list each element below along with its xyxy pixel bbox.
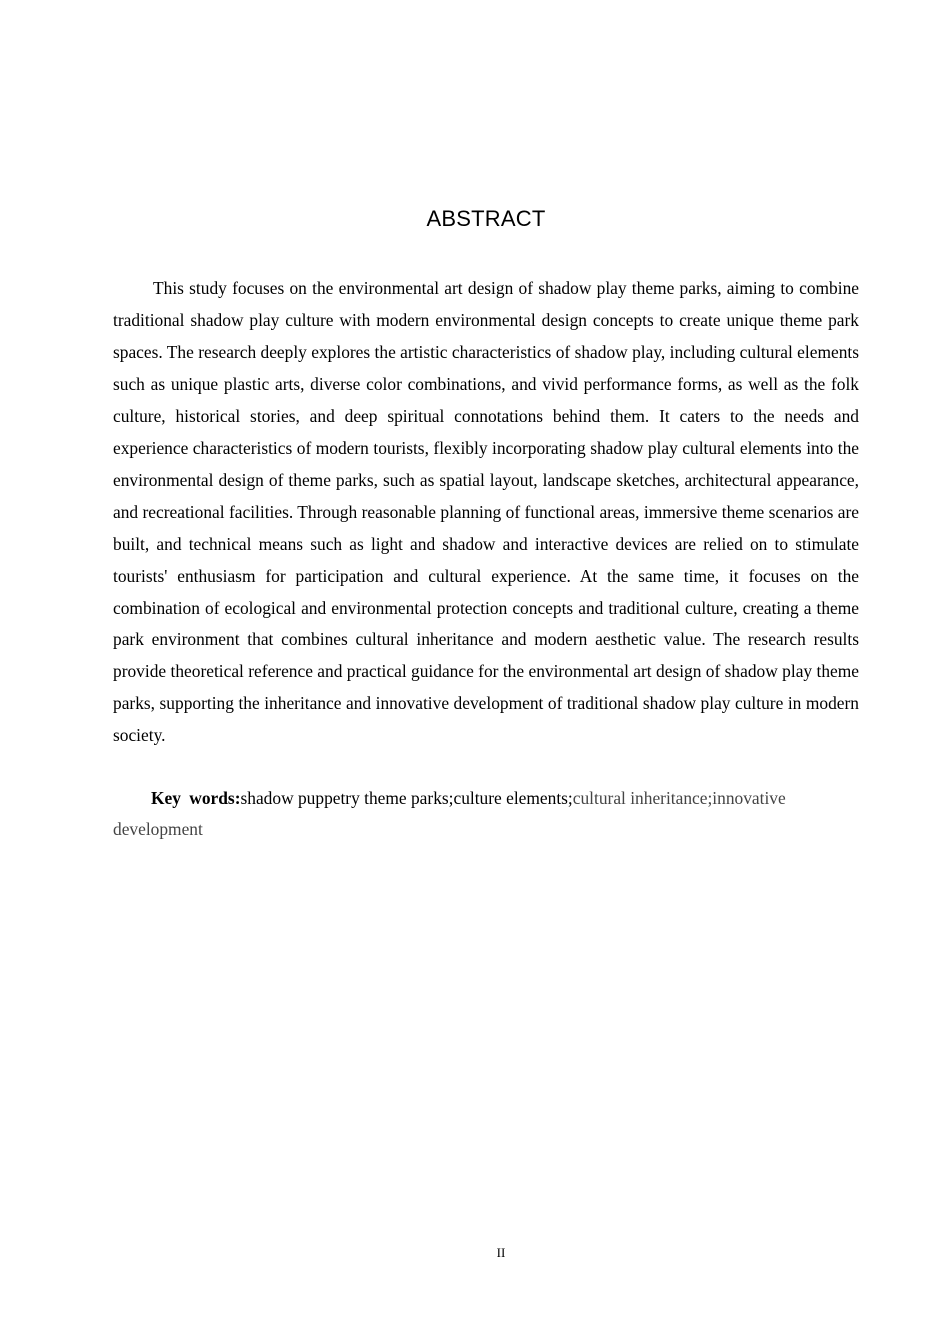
keywords-primary: shadow puppetry theme parks;culture elements; [240,788,573,808]
keywords-label: Key words: [151,788,241,808]
abstract-title: ABSTRACT [426,206,546,231]
abstract-body: This study focuses on the environmental art design of shadow play theme parks, aiming to combine traditional shadow play culture with modern environmental design concepts to create unique theme park spaces. The research deeply explores the artistic characteristics of shadow play, including cultural elements such as unique plastic arts, diverse color combinations, and vivid performance forms, as well as the folk culture, historical stories, and deep spiritual connotations behind them. It caters to the needs and experience characteristics of modern tourists, flexibly incorporating shadow play cultural elements into the environmental design of theme parks, such as spatial layout, landscape sketches, architectural appearance, and recreational facilities. Through reasonable planning of functional areas, immersive theme scenarios are built, and technical means such as light and shadow and interactive devices are relied on to stimulate tourists' enthusiasm for participation and cultural experience. At the same time, it focuses on the combination of ecological and environmental protection concepts and traditional culture, creating a theme park environment that combines cultural inheritance and modern aesthetic value. The research results provide theoretical reference and practical guidance for the environmental art design of shadow play theme parks, supporting the inheritance and innovative development of traditional shadow play culture in modern society. [113,278,859,746]
page-number: II [496,1245,506,1260]
keywords-line [113,783,859,845]
keywords-secondary: cultural inheritance;innovative development [113,788,786,839]
